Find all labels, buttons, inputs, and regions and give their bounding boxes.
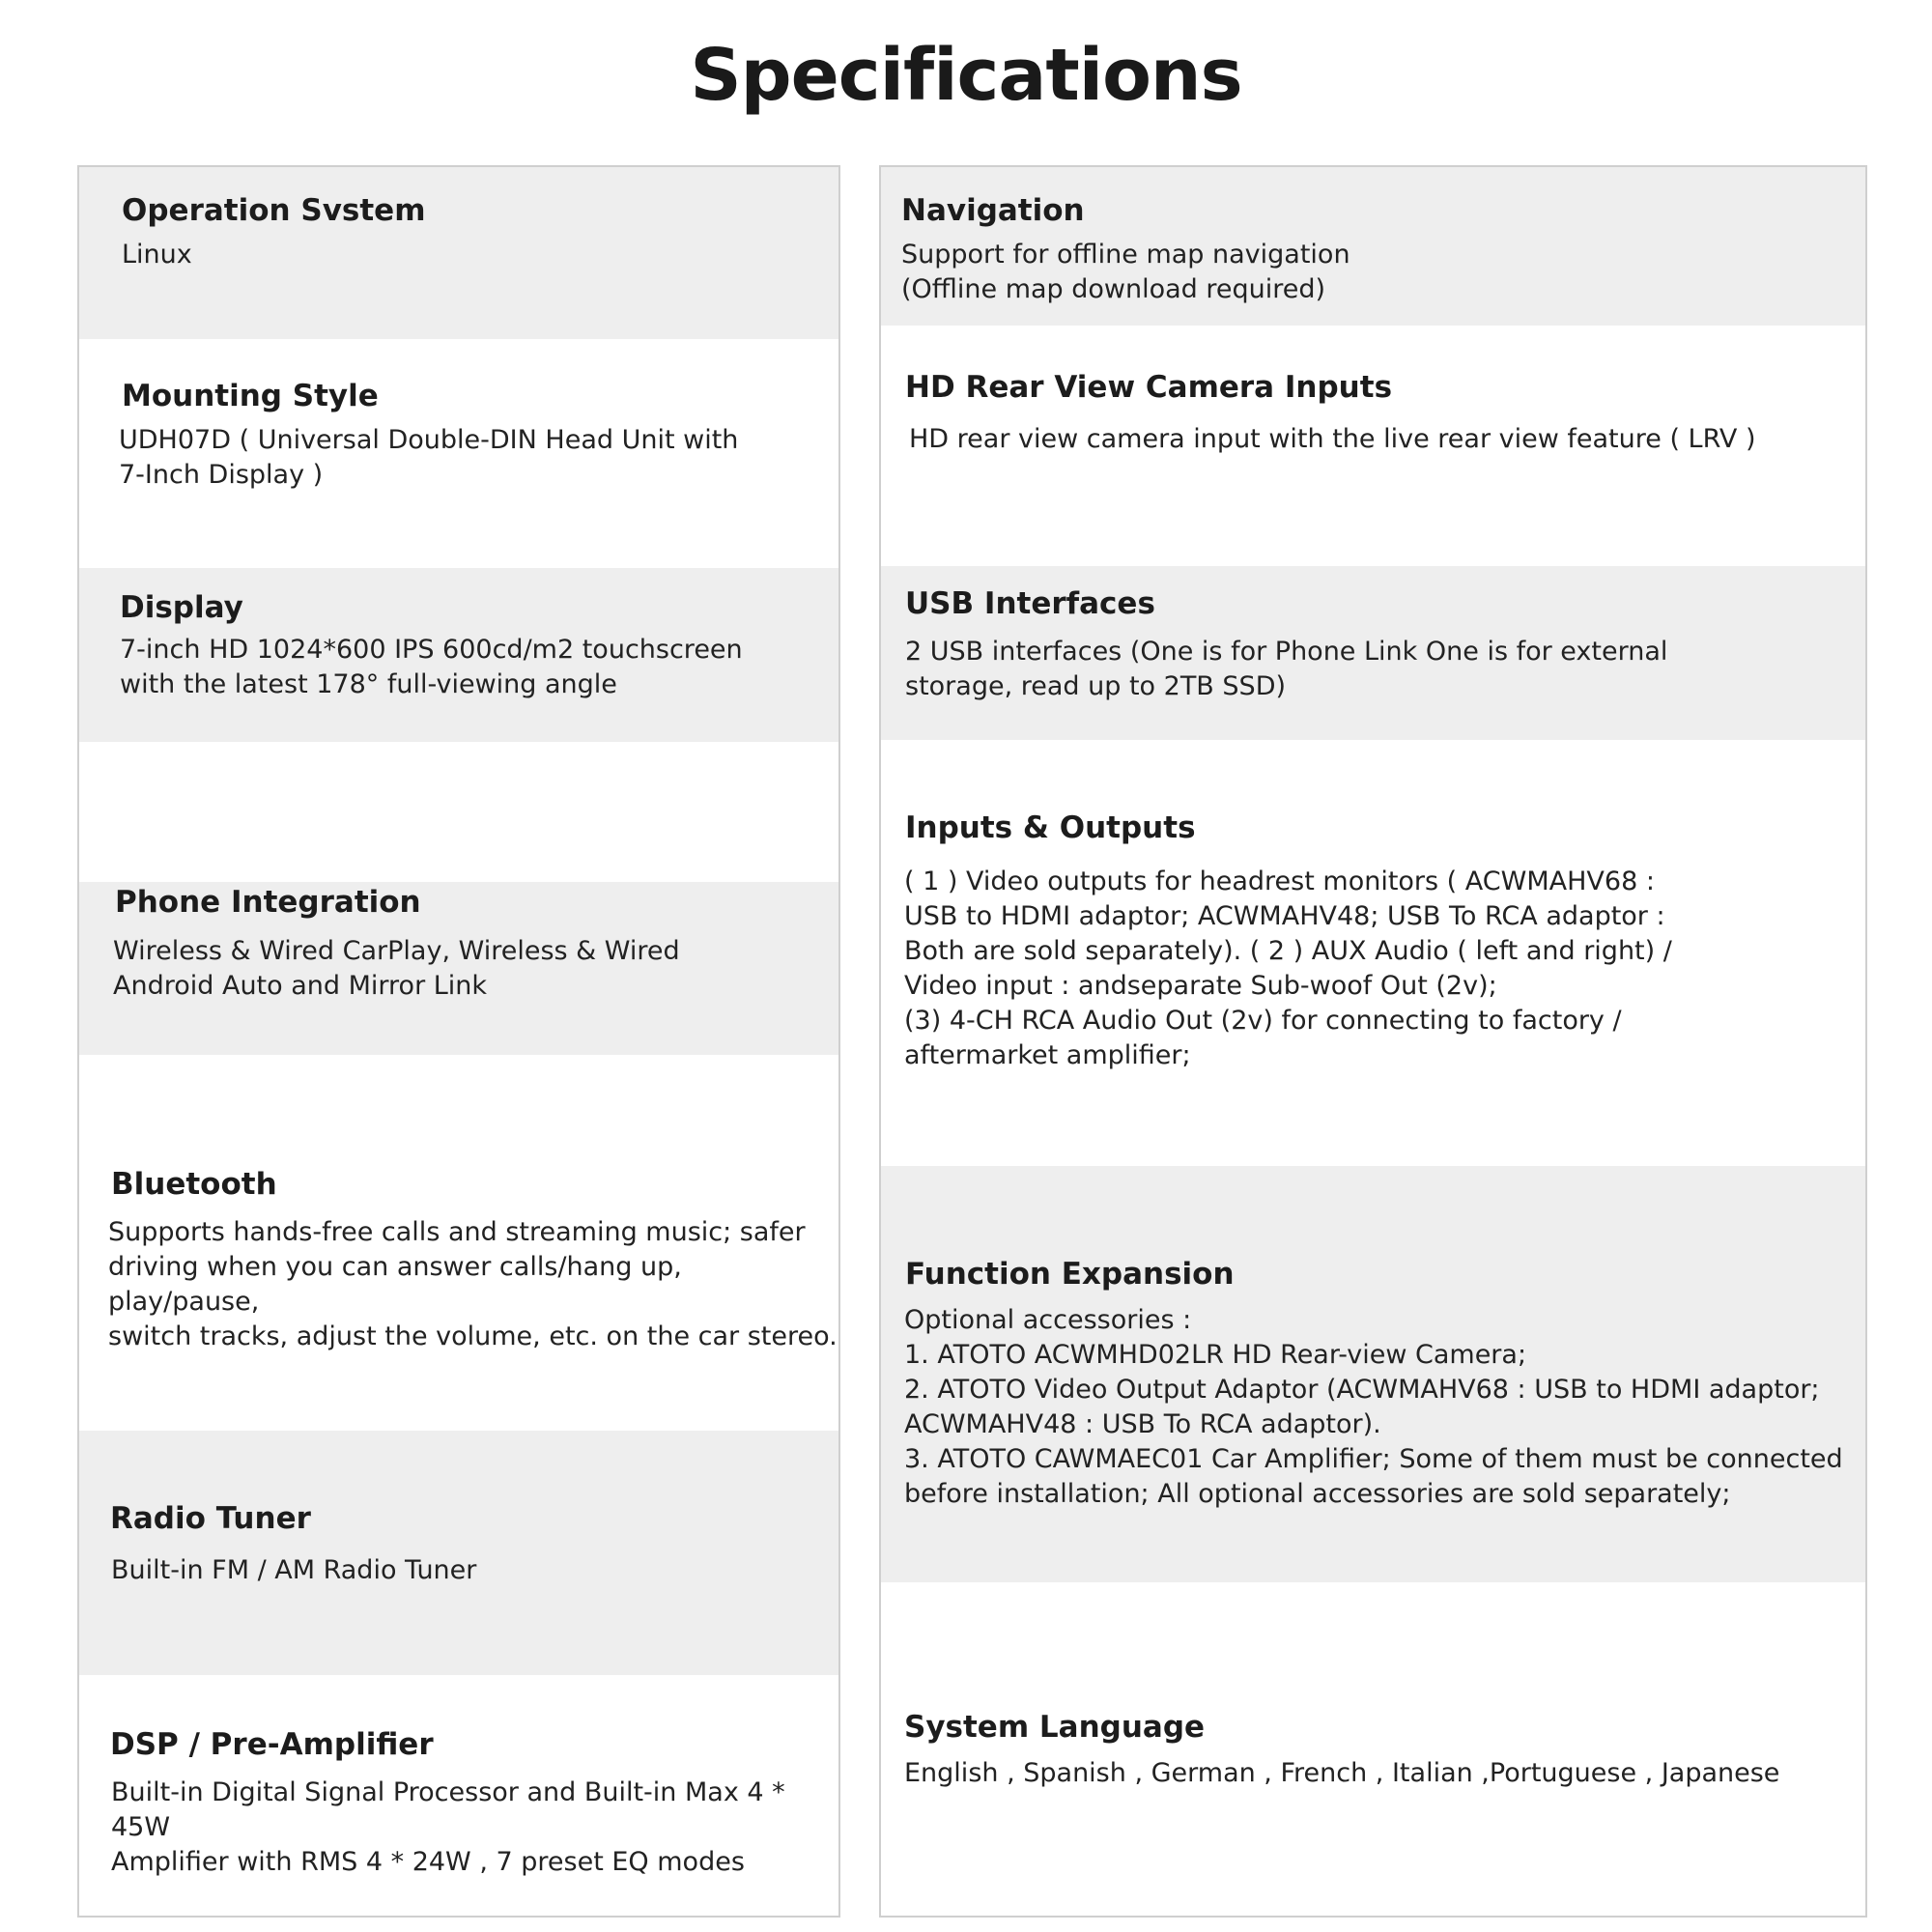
spec-title: System Language — [904, 1710, 1206, 1745]
spec-value: Built-in Digital Signal Processor and Built-in Max 4 * 45W Amplifier with RMS 4 * 24W , 7 preset EQ modes — [111, 1777, 785, 1877]
spec-operation-system — [122, 193, 426, 272]
spec-title: USB Interfaces — [905, 586, 1155, 621]
spec-title: Bluetooth — [111, 1167, 277, 1202]
specs-panel-left — [77, 165, 840, 1918]
spec-hd-rear-view-camera — [905, 370, 1755, 457]
spec-title: DSP / Pre-Amplifier — [110, 1727, 434, 1762]
spec-value: HD rear view camera input with the live rear view feature ( LRV ) — [909, 424, 1756, 454]
spec-bluetooth — [108, 1167, 838, 1354]
spec-display — [120, 590, 743, 702]
spec-value: UDH07D ( Universal Double-DIN Head Unit with 7-Inch Display ) — [119, 425, 739, 490]
spec-value: 2 USB interfaces (One is for Phone Link One is for external storage, read up to 2TB SSD) — [905, 637, 1668, 701]
spec-value: ( 1 ) Video outputs for headrest monitors ( ACWMAHV68 : USB to HDMI adaptor; ACWMAHV48; USB To RCA adaptor : Both are sold separately). ( 2 ) AUX Audio ( left and right) / Video input : andseparate Sub-woof Out (2v); (3) 4-CH RCA Audio Out (2v) for connecting to factory / aftermarket amplifier; — [904, 867, 1672, 1070]
spec-title: Function Expansion — [905, 1257, 1235, 1292]
spec-usb-interfaces — [905, 586, 1667, 704]
spec-radio-tuner — [110, 1501, 476, 1588]
spec-value: Support for offline map navigation (Offline map download required) — [901, 240, 1350, 304]
spec-title: Operation Svstem — [122, 193, 426, 228]
spec-title: Phone Integration — [115, 885, 421, 920]
spec-value: Optional accessories : 1. ATOTO ACWMHD02LR HD Rear-view Camera; 2. ATOTO Video Output Adaptor (ACWMAHV68 : USB to HDMI adaptor; ACWMAHV48 : USB To RCA adaptor). 3. ATOTO CAWMAEC01 Car Amplifier; Some of them must be connected before installation; All optional accessories are sold separately; — [904, 1305, 1843, 1509]
spec-mounting-style — [119, 379, 739, 493]
spec-dsp-pre-amplifier — [110, 1727, 838, 1880]
spec-value: Wireless & Wired CarPlay, Wireless & Wired Android Auto and Mirror Link — [113, 936, 680, 1001]
spec-navigation — [901, 193, 1350, 307]
spec-system-language — [904, 1710, 1779, 1791]
page-title: Specifications — [690, 34, 1242, 117]
spec-title: Radio Tuner — [110, 1501, 311, 1536]
spec-value: Supports hands-free calls and streaming music; safer driving when you can answer calls/hang up, play/pause, switch tracks, adjust the volume, etc. on the car stereo. — [108, 1217, 838, 1351]
spec-value: English , Spanish , German , French , Italian ,Portuguese , Japanese — [904, 1758, 1780, 1788]
spec-inputs-outputs — [905, 810, 1672, 1073]
spec-value: Built-in FM / AM Radio Tuner — [111, 1555, 477, 1585]
spec-value: 7-inch HD 1024*600 IPS 600cd/m2 touchscreen with the latest 178° full-viewing angle — [120, 635, 743, 699]
spec-function-expansion — [905, 1257, 1843, 1512]
spec-title: Inputs & Outputs — [905, 810, 1196, 845]
spec-title: Display — [120, 590, 243, 625]
spec-phone-integration — [115, 885, 680, 1004]
spec-value: Linux — [122, 240, 192, 270]
spec-title: Mounting Style — [122, 379, 379, 413]
specs-panel-right — [879, 165, 1867, 1918]
spec-title: Navigation — [901, 193, 1085, 228]
spec-title: HD Rear View Camera Inputs — [905, 370, 1393, 405]
